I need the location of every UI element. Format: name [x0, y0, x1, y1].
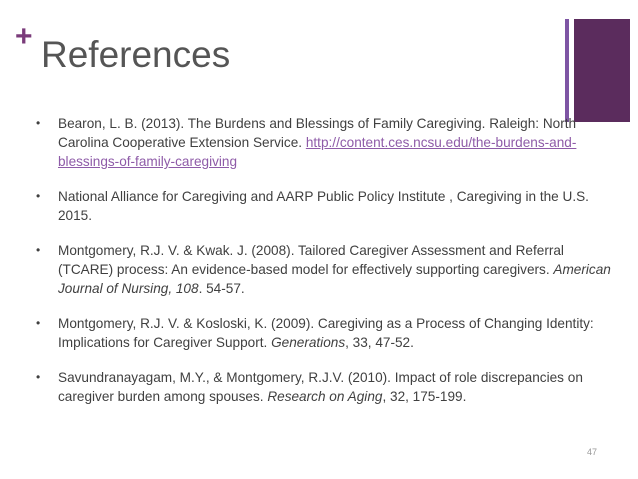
bullet-icon: • — [36, 189, 41, 203]
reference-text: Bearon, L. B. (2013). The Burdens and Blessings of Family Caregiving. Raleigh: North Carolina Cooperative Extension Service. — [58, 116, 577, 150]
reference-tail: . 54-57. — [198, 281, 245, 296]
reference-tail: , 33, 47-52. — [345, 335, 414, 350]
accent-bar-thin — [565, 19, 569, 122]
page-number: 47 — [587, 447, 598, 457]
journal-title: Research on Aging — [267, 389, 383, 404]
reference-item — [36, 368, 611, 406]
bullet-icon: • — [36, 370, 41, 384]
accent-bar-wide — [574, 19, 630, 122]
reference-item — [36, 314, 611, 352]
reference-text: National Alliance for Caregiving and AARP Public Policy Institute , Caregiving in the U.S. 2015. — [58, 189, 589, 223]
bullet-icon: • — [36, 316, 41, 330]
reference-item — [36, 187, 611, 225]
journal-title: Generations — [271, 335, 346, 350]
page-title: References — [41, 34, 231, 75]
bullet-icon: • — [36, 243, 41, 257]
reference-list — [36, 114, 611, 422]
journal-title: American Journal of Nursing, 108 — [58, 262, 611, 296]
reference-text: Montgomery, R.J. V. & Kwak. J. (2008). Tailored Caregiver Assessment and Referral (TCARE) process: An evidence-based model for effectively supporting caregivers. — [58, 243, 564, 277]
reference-text: Savundranayagam, M.Y., & Montgomery, R.J.V. (2010). Impact of role discrepancies on caregiver burden among spouses. — [58, 370, 583, 404]
reference-item — [36, 241, 611, 298]
reference-item — [36, 114, 611, 171]
plus-icon: + — [15, 20, 33, 53]
reference-tail: , 32, 175-199. — [382, 389, 467, 404]
reference-link[interactable]: http://content.ces.ncsu.edu/the-burdens-and-blessings-of-family-caregiving — [58, 135, 577, 169]
bullet-icon: • — [36, 116, 41, 130]
reference-text: Montgomery, R.J. V. & Kosloski, K. (2009). Caregiving as a Process of Changing Identity: Implications for Caregiver Support. — [58, 316, 594, 350]
